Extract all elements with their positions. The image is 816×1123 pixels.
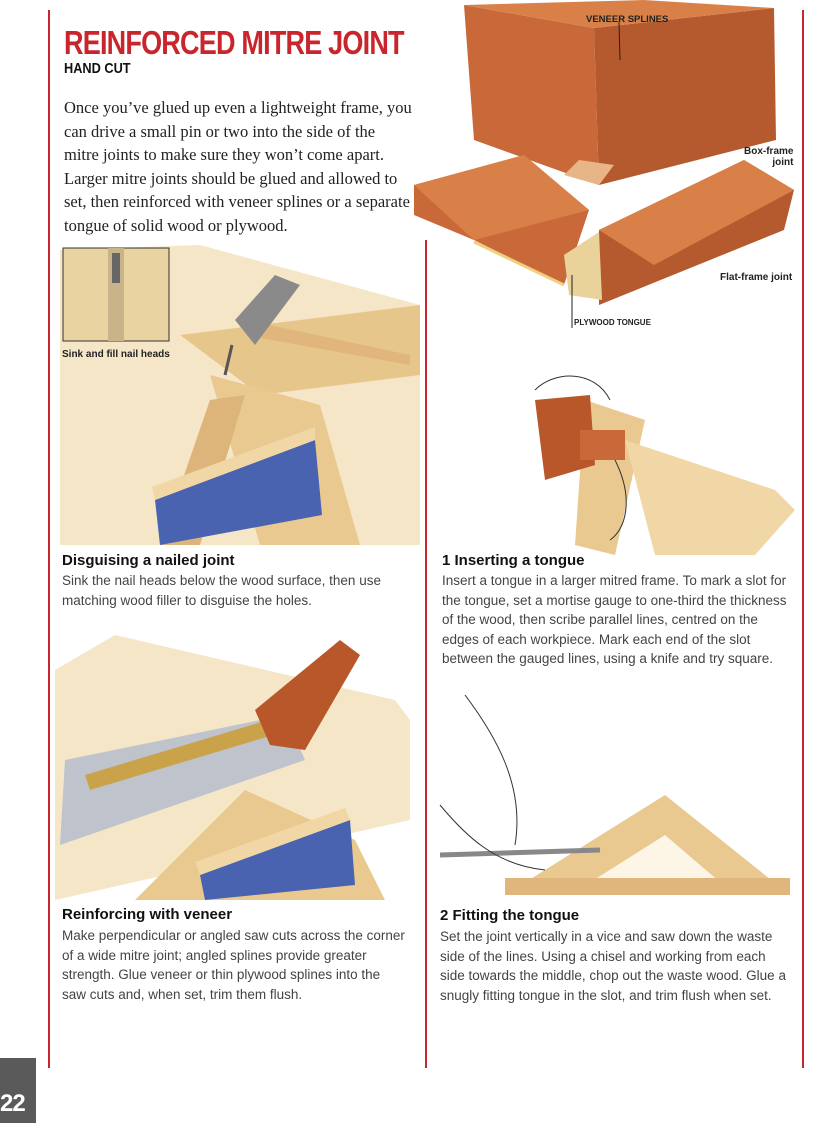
left-column-rule <box>48 10 50 1068</box>
nailed-heading: Disguising a nailed joint <box>62 552 235 569</box>
label-box-frame-line1: Box-frame <box>744 146 794 157</box>
label-plywood-tongue: PLYWOOD TONGUE <box>574 318 651 327</box>
center-column-rule <box>425 240 427 1068</box>
page-number: 22 <box>0 1090 25 1117</box>
mortise-gauge-illustration <box>435 340 795 555</box>
box-frame-left-arm <box>464 5 599 185</box>
nailed-joint-illustration <box>60 245 420 550</box>
page-title: REINFORCED MITRE JOINT <box>64 24 404 61</box>
label-veneer-splines: VENEER SPLINES <box>586 14 669 25</box>
nailed-body: Sink the nail heads below the wood surface, then use matching wood filler to disguise the holes. <box>62 573 381 608</box>
label-box-frame-line2: joint <box>772 157 794 168</box>
inserting-body: Insert a tongue in a larger mitred frame. To mark a slot for the tongue, set a mortise gauge to one-third the thickness of the wood, then scribe parallel lines, centred on the edges of each workpiece. Mark each end of the slot between the gauged lines, using a knife and try square. <box>442 573 787 666</box>
veneer-saw-illustration <box>55 630 415 900</box>
fitting-body: Set the joint vertically in a vice and saw down the waste side of the lines. Using a chisel and working from each side towards the middle, chop out the waste wood. Glue a snugly fitting tongue in the slot, and trim flush when set. <box>440 929 786 1003</box>
chisel-illustration <box>435 695 795 905</box>
veneer-heading: Reinforcing with veneer <box>62 906 233 923</box>
page-subtitle: HAND CUT <box>64 60 131 77</box>
label-box-frame <box>744 146 793 168</box>
intro-paragraph: Once you’ve glued up even a lightweight frame, you can drive a small pin or two into the side of the mitre joints to make sure they won’t come apart. Larger mitre joints should be glued and allowed to set, then reinforced with veneer splines or a separate tongue of solid wood or plywood. <box>64 98 412 235</box>
veneer-body: Make perpendicular or angled saw cuts across the corner of a wide mitre joint; angled splines provide greater strength. Glue veneer or thin plywood splines into the saw cuts and, when set, trim them flush. <box>62 928 405 1002</box>
fitting-heading: 2 Fitting the tongue <box>440 907 580 924</box>
inserting-heading: 1 Inserting a tongue <box>442 552 585 569</box>
label-sink-fill: Sink and fill nail heads <box>62 349 170 360</box>
label-flat-frame: Flat-frame joint <box>720 272 793 283</box>
